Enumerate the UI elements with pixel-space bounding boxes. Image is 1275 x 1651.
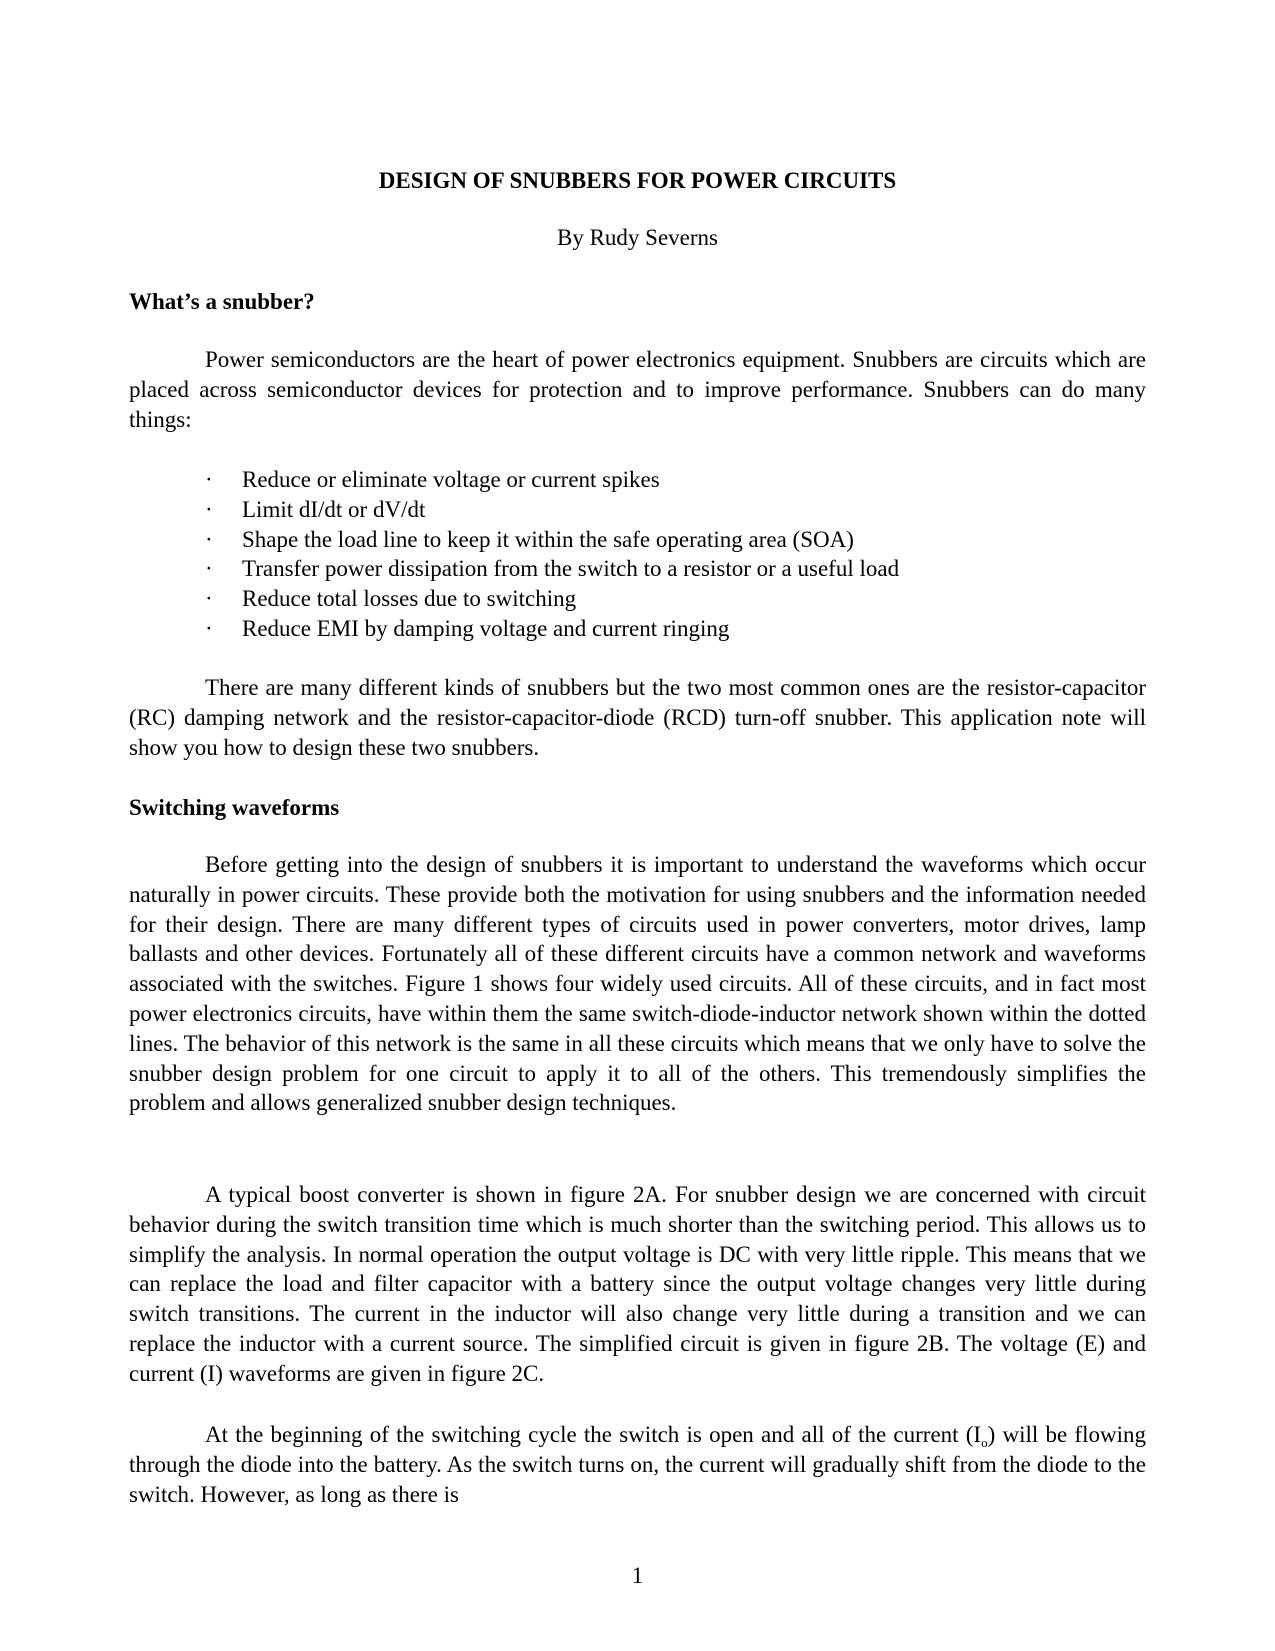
- section-heading-whats-a-snubber: [129, 287, 1146, 317]
- paragraph-snubber-kinds: [129, 673, 1146, 762]
- author-line: By Rudy Severns: [557, 225, 718, 250]
- section-heading-text: What’s a snubber?: [129, 289, 315, 314]
- benefits-list: [129, 465, 1129, 644]
- list-item: [129, 584, 1129, 614]
- list-item: [129, 554, 1129, 584]
- bullet-mark: ·: [205, 556, 213, 582]
- paragraph-text-part1: At the beginning of the switching cycle the switch is open and all of the current (I: [205, 1422, 982, 1447]
- paragraph-waveforms: [129, 850, 1146, 1118]
- list-item-text: Reduce EMI by damping voltage and current ringing: [242, 615, 730, 641]
- page-number: 1: [631, 1563, 644, 1588]
- list-item-text: Shape the load line to keep it within the safe operating area (SOA): [242, 526, 854, 552]
- section-heading-switching-waveforms: [129, 793, 1146, 823]
- paragraph-switching-cycle: [129, 1420, 1146, 1509]
- list-item: [129, 495, 1129, 525]
- list-item: [129, 525, 1129, 555]
- document-title: DESIGN OF SNUBBERS FOR POWER CIRCUITS: [378, 168, 897, 193]
- paragraph-text: [129, 1420, 1146, 1509]
- bullet-mark: ·: [205, 615, 213, 641]
- paragraph-text: Power semiconductors are the heart of power electronics equipment. Snubbers are circuits which are placed across semiconductor devices for protection and to improve performance. Snubbers can do many things:: [129, 347, 1146, 432]
- paragraph-text: Before getting into the design of snubbers it is important to understand the waveforms which occur naturally in power circuits. These provide both the motivation for using snubbers and the information needed for their design. There are many different types of circuits used in power converters, motor drives, lamp ballasts and other devices. Fortunately all of these different circuits have a common network and waveforms associated with the switches. Figure 1 shows four widely used circuits. All of these circuits, and in fact most power electronics circuits, have within them the same switch-diode-inductor network shown within the dotted lines. The behavior of this network is the same in all these circuits which means that we only have to solve the snubber design problem for one circuit to apply it to all of the others. This tremendously simplifies the problem and allows generalized snubber design techniques.: [129, 852, 1146, 1116]
- list-item: [129, 465, 1129, 495]
- section-heading-text: Switching waveforms: [129, 795, 340, 820]
- list-item: [129, 614, 1129, 644]
- paragraph-text: A typical boost converter is shown in figure 2A. For snubber design we are concerned with circuit behavior during the switch transition time which is much shorter than the switching period. This allows us to simplify the analysis. In normal operation the output voltage is DC with very little ripple. This means that we can replace the load and filter capacitor with a battery since the output voltage changes very little during switch transitions. The current in the inductor will also change very little during a transition and we can replace the inductor with a current source. The simplified circuit is given in figure 2B. The voltage (E) and current (I) waveforms are given in figure 2C.: [129, 1182, 1146, 1386]
- list-item-text: Transfer power dissipation from the switch to a resistor or a useful load: [242, 556, 900, 582]
- paragraph-text-part2: ) will be flowing through the diode into the battery. As the switch turns on, the current will gradually shift from the diode to the switch. However, as long as there is: [129, 1422, 1146, 1507]
- bullet-mark: ·: [205, 586, 213, 612]
- list-item-text: Limit dI/dt or dV/dt: [242, 496, 426, 522]
- list-item-text: Reduce or eliminate voltage or current spikes: [242, 467, 660, 492]
- bullet-mark: ·: [205, 526, 213, 552]
- paragraph-intro: [129, 345, 1146, 434]
- list-item-text: Reduce total losses due to switching: [242, 586, 577, 612]
- bullet-mark: ·: [205, 467, 213, 492]
- paragraph-text: There are many different kinds of snubbers but the two most common ones are the resistor-capacitor (RC) damping network and the resistor-capacitor-diode (RCD) turn-off snubber. This application note will show you how to design these two snubbers.: [129, 675, 1146, 760]
- subscript-o: o: [981, 1435, 988, 1450]
- paragraph-boost-converter: [129, 1180, 1146, 1389]
- bullet-mark: ·: [205, 496, 213, 522]
